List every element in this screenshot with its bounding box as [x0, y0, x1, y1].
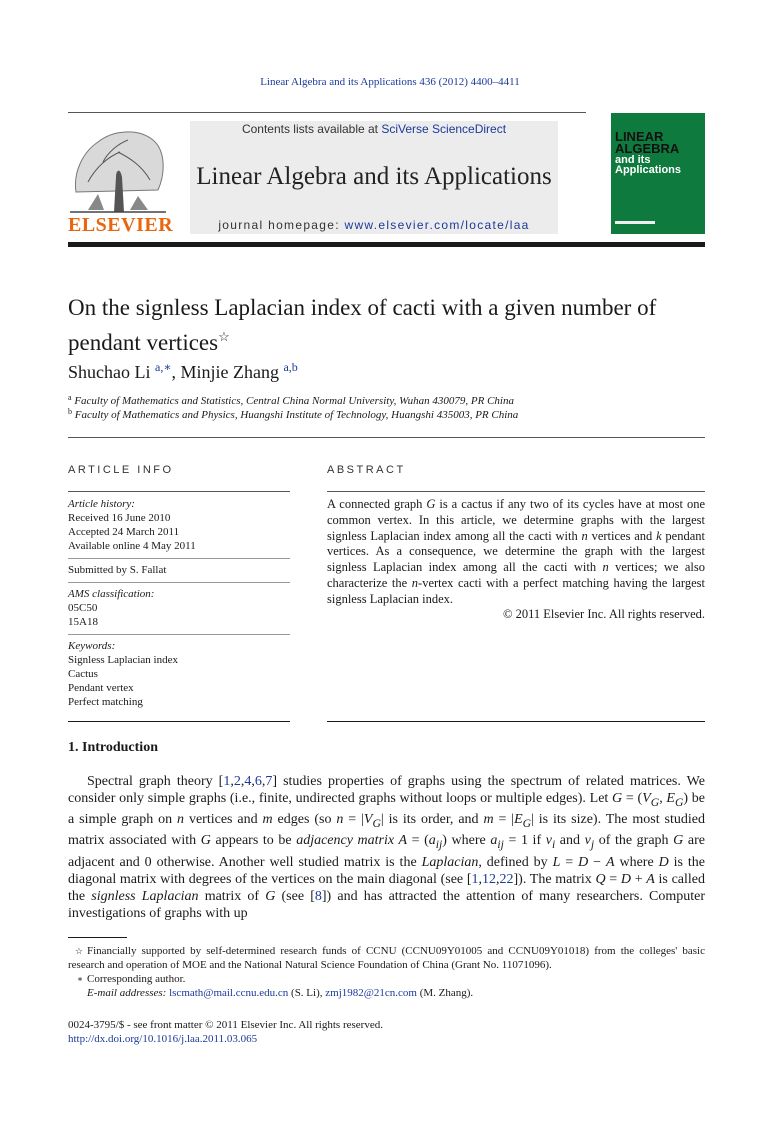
front-matter-info [68, 1018, 383, 1046]
author-affiliation-mark[interactable]: a,∗ [155, 360, 172, 374]
contents-available-line [190, 121, 558, 136]
author-name: Minjie Zhang [180, 362, 279, 382]
front-rule [68, 437, 705, 438]
affiliation-a [68, 393, 514, 407]
email-label: E-mail addresses: [87, 987, 167, 999]
cover-line-3: and its [615, 154, 651, 166]
journal-masthead [190, 121, 558, 234]
article-info-end-rule [68, 721, 290, 722]
info-divider [68, 558, 290, 559]
received-date: Received 16 June 2010 [68, 512, 171, 524]
citation-link[interactable]: 8 [314, 889, 322, 905]
citation-link[interactable]: 22 [499, 871, 514, 887]
header-rule [68, 112, 586, 113]
funding-text: Financially supported by self-determined research funds of CCNU (CCNU09Y01005 and CCNU09Y01018) from the colleges' basic research and operation of MOE and the National Natural Science Foundation of China (Grant No. 11071096). [68, 945, 705, 971]
header-thick-rule [68, 242, 705, 247]
keyword: Pendant vertex [68, 682, 134, 694]
email-link-li[interactable]: lscmath@mail.ccnu.edu.cn [169, 987, 289, 999]
citation-link[interactable]: 7 [265, 774, 273, 789]
footnote-mark: ☆ [74, 946, 83, 956]
paper-title [68, 293, 708, 357]
article-info-heading: ARTICLE INFO [68, 464, 174, 476]
ams-code: 05C50 [68, 602, 98, 614]
keywords-label: Keywords: [68, 640, 116, 652]
citation-link[interactable]: 1 [223, 774, 231, 789]
affiliation-mark: b [68, 407, 72, 416]
article-info-rule [68, 491, 290, 492]
article-info-panel [68, 497, 290, 709]
affiliation-text: Faculty of Mathematics and Physics, Huangshi Institute of Technology, Huangshi 435003, PR China [74, 409, 519, 421]
abstract-rule [327, 491, 705, 492]
abstract-copyright: © 2011 Elsevier Inc. All rights reserved. [502, 607, 705, 621]
info-divider [68, 582, 290, 583]
affiliation-b [68, 407, 518, 421]
journal-name: Linear Algebra and its Applications [196, 163, 552, 190]
email-owner: (M. Zhang). [416, 987, 474, 999]
citation-link[interactable]: 1 [471, 871, 479, 887]
cover-title [615, 131, 703, 175]
author-list: Shuchao Li $^{a,∗}$, Minjie Zhang $^{a,b}$ [68, 360, 298, 382]
abstract-end-rule [327, 721, 705, 722]
journal-homepage-line [190, 218, 558, 232]
citation-link[interactable]: 6 [254, 774, 262, 789]
online-date: Available online 4 May 2011 [68, 540, 196, 552]
title-footnote-mark[interactable]: ☆ [218, 329, 230, 344]
ams-label: AMS classification: [68, 588, 155, 600]
footnote-rule [68, 937, 127, 938]
contents-prefix: Contents lists available at [241, 122, 382, 136]
introduction-heading: 1. Introduction [68, 740, 158, 755]
cover-line-4: Applications [615, 164, 682, 176]
cover-line-2: ALGEBRA [615, 141, 680, 156]
issn-line: 0024-3795/$ - see front matter © 2011 Elsevier Inc. All rights reserved. [68, 1019, 383, 1031]
homepage-prefix: journal homepage: [218, 218, 345, 232]
email-footnote [68, 986, 705, 1000]
abstract-body: A connected graph G is a cactus if any two of its cycles have at most one common vertex. In this article, we determine graphs with the largest signless Laplacian index among all the cacti with n vertices and k pendant vertices. As a consequence, we determine the graph with the largest signless Laplacian index among all the cacti with n vertices; we also characterize the n-vertex cacti with a perfect matching having the largest signless Laplacian index. [327, 497, 705, 606]
elsevier-wordmark: ELSEVIER [68, 214, 174, 236]
paper-title-text: On the signless Laplacian index of cacti with a given number of pendant vertices [68, 295, 657, 355]
submitted-by: Submitted by S. Fallat [68, 564, 167, 576]
keyword: Cactus [68, 668, 98, 680]
doi-link[interactable]: http://dx.doi.org/10.1016/j.laa.2011.03.065 [68, 1033, 258, 1045]
history-label: Article history: [68, 498, 135, 510]
journal-citation[interactable]: Linear Algebra and its Applications 436 (2012) 4400–4411 [260, 76, 520, 88]
info-divider [68, 634, 290, 635]
keyword: Signless Laplacian index [68, 654, 178, 666]
footnotes [68, 944, 705, 1000]
accepted-date: Accepted 24 March 2011 [68, 526, 180, 538]
affiliation-text: Faculty of Mathematics and Statistics, Central China Normal University, Wuhan 430079, PR China [74, 395, 514, 407]
cover-line-1: LINEAR [615, 129, 664, 144]
journal-cover-thumbnail[interactable] [611, 113, 705, 234]
abstract-heading: ABSTRACT [327, 464, 406, 476]
email-owner: (S. Li), [288, 987, 326, 999]
corresponding-text: Corresponding author. [87, 973, 186, 985]
citation-link[interactable]: 4 [244, 774, 252, 789]
citation-link[interactable]: 2 [233, 774, 241, 789]
citation-link[interactable]: 12 [482, 871, 496, 887]
affiliation-mark: a [68, 393, 72, 402]
corresponding-footnote [68, 972, 705, 986]
author-name: Shuchao Li [68, 362, 151, 382]
ams-code: 15A18 [68, 616, 98, 628]
footnote-mark: ∗ [76, 974, 83, 984]
author-affiliation-mark[interactable]: a,b [283, 360, 298, 374]
introduction-body: Spectral graph theory [1,2,4,6,7] studies properties of graphs using the spectrum of related matrices. We consider only simple graphs (i.e., finite, undirected graphs without loops or multiple edges). Let $G = (V_G$, $E_G$) be a simple graph on n vertices and m edges (so $n = |V_G|$ is its order, and $m = |E_G|$ is its size). The most studied matrix associated with G appears to be adjacency matrix $A = (a_{ij})$ where $a_{ij} = 1$ if $v_i$ and $v_j$ of the graph G are adjacent and 0 otherwise. Another well studied matrix is the Laplacian, defined by L = D − A where D is the diagonal matrix with degrees of the vertices on the main diagonal (see [1,12,22]). The matrix Q = D + A is called the signless Laplacian matrix of G (see [8]) and has attracted the attention of many researchers. Computer investigations of graphs with up [68, 774, 706, 922]
funding-footnote [68, 944, 705, 972]
keyword: Perfect matching [68, 696, 143, 708]
cover-publisher-strip [615, 221, 655, 224]
sciencedirect-link[interactable]: SciVerse ScienceDirect [381, 122, 507, 136]
email-link-zhang[interactable]: zmj1982@21cn.com [325, 987, 417, 999]
homepage-link[interactable]: www.elsevier.com/locate/laa [344, 218, 530, 232]
